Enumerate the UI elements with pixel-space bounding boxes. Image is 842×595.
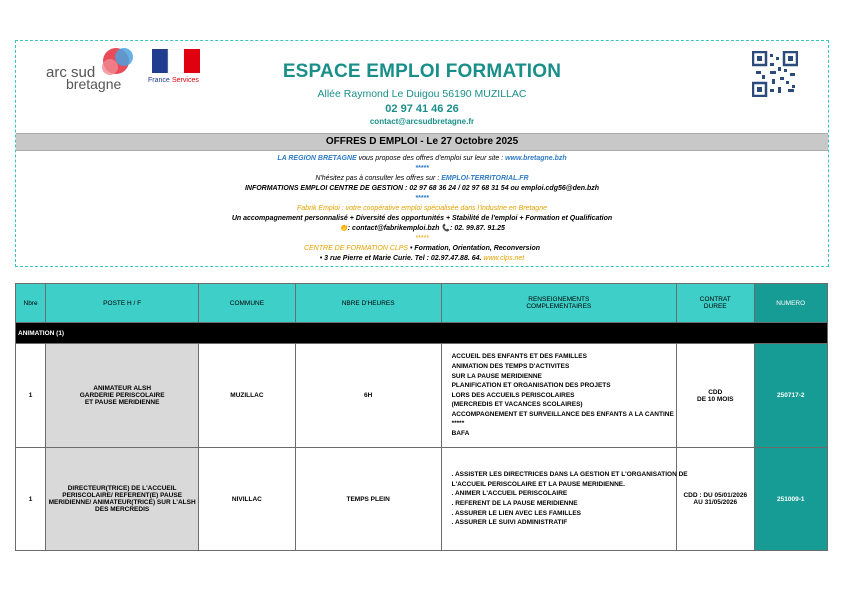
header-numero: NUMERO bbox=[754, 284, 828, 323]
phone-number: 02 97 41 46 26 bbox=[385, 103, 459, 115]
contrat-cell: CDD : DU 05/01/2026 AU 31/05/2026 bbox=[677, 448, 754, 551]
header-contrat: CONTRAT DUREE bbox=[677, 284, 754, 323]
table-row[interactable]: 1 DIRECTEUR(TRICE) DE L'ACCUEIL PERISCOLAIRE/ REFERENT(E) PAUSE MERIDIENNE/ ANIMATEUR(TRICE) SUR L'ALSH DES MERCREDIS NIVILLAC TEMPS PLEIN . ASSISTER LES DIRECTRICES DANS LA GESTION ET L'ORGANISATION DE L'ACCUEIL PERISCOLAIRE ET LA PAUSE MERIDIENNE. . ANIMER L'ACCUEIL PERISCOLAIRE . REFERENT DE LA PAUSE MERIDIENNE . ASSURER LE LIEN AVEC LES FAMILLES . ASSURER LE SUIVI ADMINISTRATIF CDD : DU 05/01/2026 AU 31/05/2026 251009-1 bbox=[16, 448, 828, 551]
svg-text:France: France bbox=[148, 77, 170, 84]
clps-name: CENTRE DE FORMATION CLPS bbox=[303, 245, 409, 252]
header bbox=[16, 41, 828, 133]
offers-table bbox=[15, 283, 828, 551]
svg-text:Services: Services bbox=[172, 77, 199, 84]
renseignements-cell: ACCUEIL DES ENFANTS ET DES FAMILLES ANIMATION DES TEMPS D'ACTIVITES SUR LA PAUSE MERIDIENNE PLANIFICATION ET ORGANISATION DES PROJETS LORS DES ACCUEILS PERISCOLAIRES (MERCREDIS ET VACANCES SCOLAIRES) ACCOMPAGNEMENT ET SURVEILLANCE DES ENFANTS A LA CANTINE ***** BAFA bbox=[441, 344, 676, 448]
region-site-link[interactable]: www.bretagne.bzh bbox=[505, 155, 567, 162]
renseignements-cell: . ASSISTER LES DIRECTRICES DANS LA GESTION ET L'ORGANISATION DE L'ACCUEIL PERISCOLAIRE ET LA PAUSE MERIDIENNE. . ANIMER L'ACCUEIL PERISCOLAIRE . REFERENT DE LA PAUSE MERIDIENNE . ASSURER LE LIEN AVEC LES FAMILLES . ASSURER LE SUIVI ADMINISTRATIF bbox=[441, 448, 676, 551]
address: Allée Raymond Le Duigou 56190 MUZILLAC bbox=[317, 88, 527, 100]
table-header-row bbox=[16, 284, 828, 323]
section-title: ANIMATION (1) bbox=[16, 323, 828, 344]
svg-text:arc sud: arc sud bbox=[46, 64, 96, 81]
info-block: LA REGION BRETAGNE vous propose des offres d'emploi sur leur site : www.bretagne.bzh ***** N'hésitez pas à consulter les offres sur : EMPLOI-TERRITORIAL.FR INFORMATIONS EMPLOI CENTRE DE GESTION : 02 97 68 36 24 / 02 97 68 31 54 ou emploi.cdg56@den.bzh ***** Fabrik Emploi : votre coopérative emploi spécialisée dans l'industrie en Bretagne Un accompagnement personnalisé + Diversité des opportunités + Stabilité de l'emploi + Formation et Qualification 👏: contact@fabrikemploi.bzh 📞: 02. 99.87. 91.25 ***** CENTRE DE FORMATION CLPS • Formation, Orientation, Reconversion • 3 rue Pierre et Marie Curie. Tel : 02.97.47.88. 64. www.clps.net bbox=[16, 151, 828, 266]
poste-cell: DIRECTEUR(TRICE) DE L'ACCUEIL PERISCOLAIRE/ REFERENT(E) PAUSE MERIDIENNE/ ANIMATEUR(TRICE) SUR L'ALSH DES MERCREDIS bbox=[46, 448, 199, 551]
numero-cell: 250717-2 bbox=[754, 344, 828, 448]
header-poste: POSTE H / F bbox=[46, 284, 199, 323]
table-row[interactable]: 1 ANIMATEUR ALSH GARDERIE PERISCOLAIRE ET PAUSE MERIDIENNE MUZILLAC 6H ACCUEIL DES ENFANTS ET DES FAMILLES ANIMATION DES TEMPS D'ACTIVITES SUR LA PAUSE MERIDIENNE PLANIFICATION ET ORGANISATION DES PROJETS LORS DES ACCUEILS PERISCOLAIRES (MERCREDIS ET VACANCES SCOLAIRES) ACCOMPAGNEMENT ET SURVEILLANCE DES ENFANTS A LA CANTINE ***** BAFA CDD DE 10 MOIS 250717-2 bbox=[16, 344, 828, 448]
document-frame bbox=[15, 40, 829, 267]
page-title: ESPACE EMPLOI FORMATION bbox=[282, 61, 562, 82]
offres-title-bar: OFFRES D EMPLOI - Le 27 Octobre 2025 bbox=[16, 133, 828, 151]
section-row bbox=[16, 323, 828, 344]
header-nbre: Nbre bbox=[16, 284, 46, 323]
header-renseignements: RENSEIGNEMENTS COMPLEMENTAIRES bbox=[441, 284, 676, 323]
svg-text:bretagne: bretagne bbox=[66, 76, 122, 92]
numero-cell: 251009-1 bbox=[754, 448, 828, 551]
region-name: LA REGION BRETAGNE bbox=[277, 155, 357, 162]
fabrik-emploi-title: Fabrik Emploi : votre coopérative emploi spécialisée dans l'industrie en Bretagne bbox=[297, 205, 547, 212]
contrat-cell: CDD DE 10 MOIS bbox=[677, 344, 754, 448]
clps-site-link[interactable]: www.clps.net bbox=[483, 255, 525, 262]
poste-cell: ANIMATEUR ALSH GARDERIE PERISCOLAIRE ET PAUSE MERIDIENNE bbox=[46, 344, 199, 448]
contact-email: contact@arcsudbretagne.fr bbox=[369, 117, 475, 126]
qr-code-icon bbox=[752, 51, 798, 97]
header-heures: NBRE D'HEURES bbox=[295, 284, 441, 323]
envelope-icon: 👏 bbox=[339, 225, 348, 232]
cdg-info: INFORMATIONS EMPLOI CENTRE DE GESTION : 02 97 68 36 24 / 02 97 68 31 54 ou emploi.cdg56@den.bzh bbox=[244, 185, 600, 192]
header-commune: COMMUNE bbox=[199, 284, 296, 323]
emploi-territorial-link[interactable]: EMPLOI-TERRITORIAL.FR bbox=[441, 175, 529, 182]
